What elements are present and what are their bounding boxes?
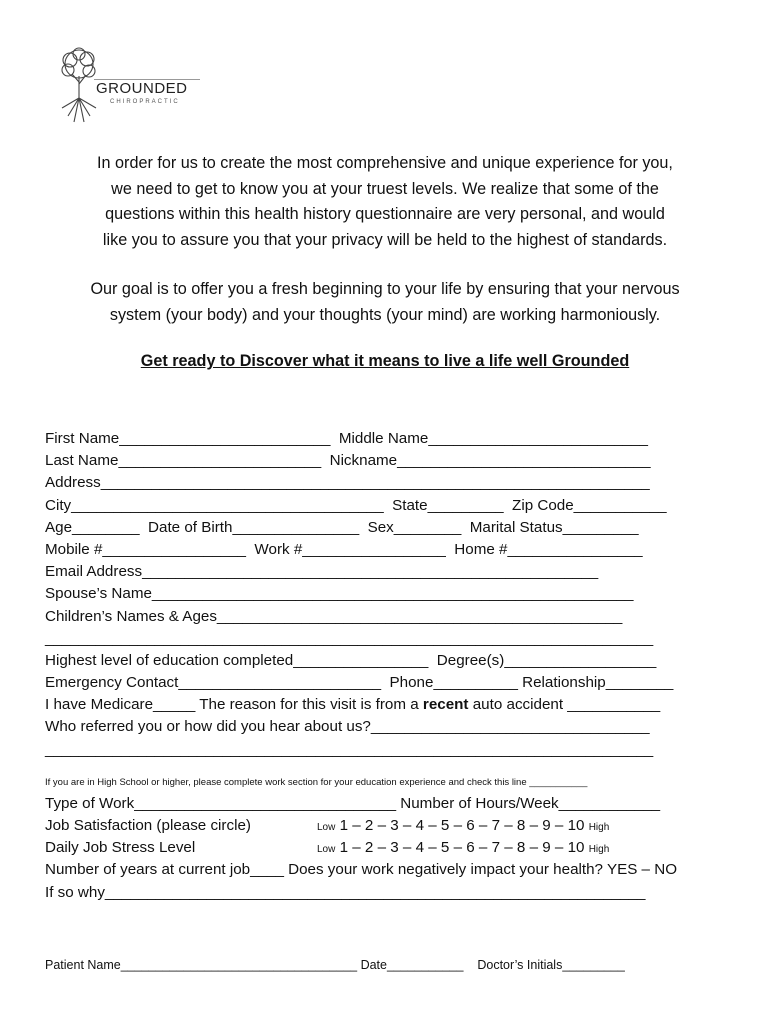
years-at-job-row[interactable]: Number of years at current job____ Does your work negatively impact your health? YES – NO bbox=[45, 861, 678, 879]
job-satisfaction-label: Job Satisfaction (please circle) bbox=[45, 817, 251, 834]
headline: Get ready to Discover what it means to live a life well Grounded bbox=[140, 352, 630, 370]
referral-continued-row[interactable]: ________________________________________________________________________ bbox=[45, 740, 654, 758]
scale-low: Low bbox=[317, 822, 336, 833]
medicare-text: I have Medicare_____ The reason for this visit is from a bbox=[45, 696, 423, 714]
city-row[interactable]: City_____________________________________ State_________ Zip Code___________ bbox=[45, 496, 667, 514]
job-stress-row[interactable] bbox=[45, 837, 735, 859]
spouse-row[interactable]: Spouse’s Name_________________________________________________________ bbox=[45, 585, 634, 603]
if-so-why-row[interactable]: If so why________________________________________________________________ bbox=[45, 883, 646, 901]
work-section-note: If you are in High School or higher, please complete work section for your education experience and check this line ___________ bbox=[45, 776, 588, 788]
children-row[interactable]: Children’s Names & Ages________________________________________________ bbox=[45, 607, 623, 625]
stress-scale[interactable]: 1 – 2 – 3 – 4 – 5 – 6 – 7 – 8 – 9 – 10 bbox=[335, 839, 589, 857]
auto-accident-text: auto accident ___________ bbox=[468, 696, 661, 714]
name-row[interactable]: First Name_________________________ Middle Name__________________________ bbox=[45, 430, 648, 447]
signature-footer[interactable]: Patient Name__________________________________ Date___________ Doctor’s Initials_________ bbox=[45, 958, 625, 972]
email-row[interactable]: Email Address______________________________________________________ bbox=[45, 563, 599, 581]
intro-line: system (your body) and your thoughts (your mind) are working harmoniously. bbox=[109, 305, 661, 324]
emergency-contact-row[interactable]: Emergency Contact________________________ Phone__________ Relationship________ bbox=[45, 674, 674, 692]
intake-form bbox=[45, 428, 735, 904]
scale-low: Low bbox=[317, 844, 336, 856]
intro-line: In order for us to create the most comprehensive and unique experience for you, bbox=[97, 154, 673, 172]
education-row[interactable]: Highest level of education completed________________ Degree(s)__________________ bbox=[45, 651, 657, 669]
logo-name: GROUNDED bbox=[96, 80, 188, 97]
recent-emphasis: recent bbox=[422, 696, 469, 714]
referral-row[interactable]: Who referred you or how did you hear about us?_________________________________ bbox=[45, 718, 650, 736]
intro-paragraph-2 bbox=[40, 277, 730, 328]
intro-line: questions within this health history questionnaire are very personal, and would bbox=[105, 205, 665, 223]
age-row[interactable]: Age________ Date of Birth_______________ Sex________ Marital Status_________ bbox=[45, 518, 639, 536]
children-continued-row[interactable]: ________________________________________________________________________ bbox=[45, 629, 654, 647]
medicare-row[interactable] bbox=[45, 694, 735, 716]
intro-line: like you to assure you that your privacy will be held to the highest of standards. bbox=[102, 230, 668, 249]
job-stress-label: Daily Job Stress Level bbox=[45, 839, 196, 857]
address-row[interactable]: Address_________________________________________________________________ bbox=[45, 474, 650, 492]
logo-subtitle: CHIROPRACTIC bbox=[110, 99, 180, 105]
job-satisfaction-row[interactable] bbox=[45, 815, 735, 837]
phone-row[interactable]: Mobile #_________________ Work #_________________ Home #________________ bbox=[45, 540, 643, 558]
last-name-row[interactable]: Last Name________________________ Nickname______________________________ bbox=[45, 452, 651, 470]
intro-line: we need to get to know you at your truest levels. We realize that some of the bbox=[111, 179, 659, 198]
intro-line: Our goal is to offer you a fresh beginning to your life by ensuring that your nervous bbox=[90, 280, 680, 298]
type-of-work-row[interactable]: Type of Work_______________________________ Number of Hours/Week____________ bbox=[45, 794, 661, 812]
satisfaction-scale[interactable]: 1 – 2 – 3 – 4 – 5 – 6 – 7 – 8 – 9 – 10 bbox=[335, 817, 589, 834]
logo bbox=[52, 46, 212, 130]
intro-paragraph-1 bbox=[40, 151, 730, 253]
scale-high: High bbox=[588, 844, 610, 856]
scale-high: High bbox=[588, 822, 610, 833]
